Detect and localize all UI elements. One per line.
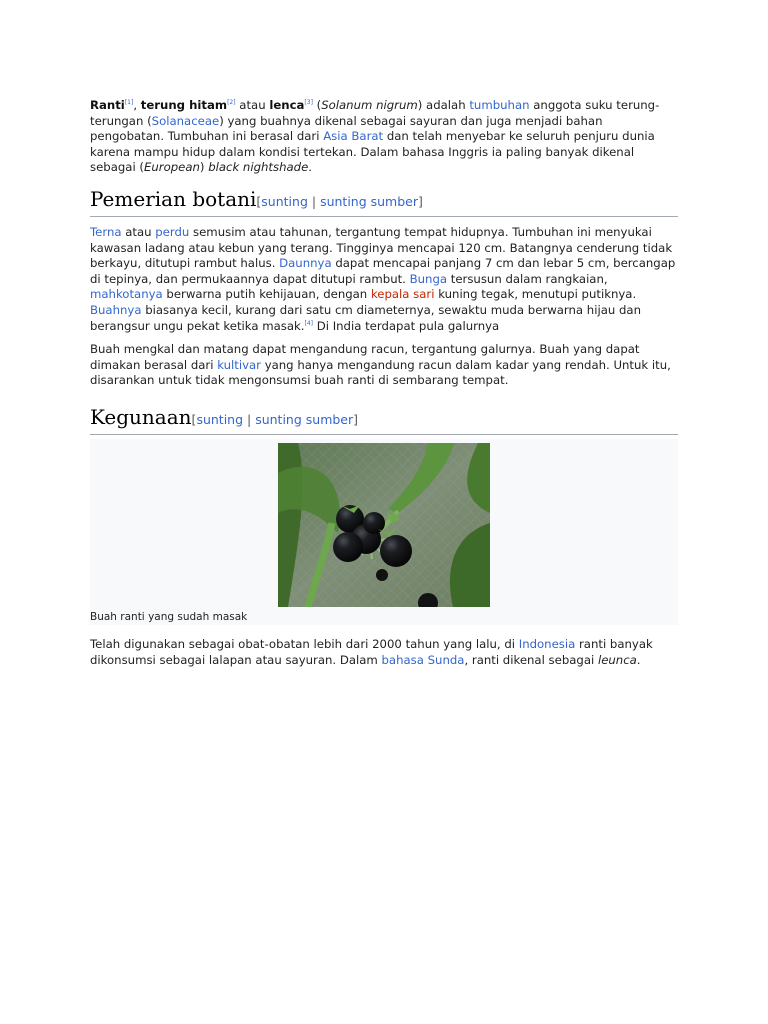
paragraph-toxicity: Buah mengkal dan matang dapat mengandung racun, tergantung galurnya. Buah yang dapat dimakan berasal dari kultivar yang hanya mengandung racun dalam kadar yang rendah. Untuk itu, disarankan untuk tidak mengonsumsi buah ranti di sembarang tempat.	[90, 342, 671, 388]
term-ranti: Ranti	[90, 98, 125, 112]
ref-2[interactable]: [2]	[227, 99, 236, 106]
link-bahasa-sunda[interactable]: bahasa Sunda	[381, 652, 465, 667]
heading-title: Pemerian botani	[90, 186, 257, 211]
heading-pemerian-botani	[90, 185, 678, 217]
term-lenca: lenca	[269, 98, 305, 112]
link-terna[interactable]: Terna	[90, 224, 122, 239]
link-tumbuhan[interactable]: tumbuhan	[469, 98, 530, 112]
solanum-nigrum-berries-photo[interactable]	[278, 443, 490, 607]
edit-section-links: [sunting | sunting sumber]	[256, 193, 423, 209]
link-daunnya[interactable]: Daunnya	[279, 256, 332, 271]
link-perdu[interactable]: perdu	[155, 224, 190, 239]
edit-section-links: [sunting | sunting sumber]	[191, 411, 359, 427]
article-content	[90, 98, 678, 668]
link-buahnya[interactable]: Buahnya	[90, 302, 142, 317]
link-kultivar[interactable]: kultivar	[217, 357, 261, 372]
edit-source-link[interactable]: sunting sumber	[255, 411, 354, 427]
link-solanaceae[interactable]: Solanaceae	[151, 113, 220, 128]
ref-3[interactable]: [3]	[304, 99, 313, 106]
figure-box	[90, 439, 678, 625]
heading-kegunaan	[90, 403, 678, 435]
link-mahkotanya[interactable]: mahkotanya	[90, 287, 163, 302]
term-leunca: leunca	[597, 652, 637, 667]
term-terung-hitam: terung hitam	[140, 98, 228, 112]
edit-link[interactable]: sunting	[261, 193, 308, 209]
ref-1[interactable]: [1]	[124, 99, 134, 106]
edit-source-link[interactable]: sunting sumber	[320, 193, 418, 209]
link-asia-barat[interactable]: Asia Barat	[323, 129, 384, 144]
link-kepala-sari[interactable]: kepala sari	[370, 287, 435, 302]
intro-paragraph: Ranti[1], terung hitam[2] atau lenca[3] (Solanum nigrum) adalah tumbuhan anggota suku terung-terungan (Solanaceae) yang buahnya dikenal sebagai sayuran dan juga menjadi bahan pengobatan. Tumbuhan ini berasal dari Asia Barat dan telah menyebar ke seluruh penjuru dunia karena mampu hidup dalam kondisi tertekan. Dalam bahasa Inggris ia paling banyak dikenal sebagai (European) black nightshade.	[90, 98, 660, 175]
link-indonesia[interactable]: Indonesia	[518, 636, 576, 651]
edit-link[interactable]: sunting	[196, 411, 244, 427]
heading-title: Kegunaan	[90, 404, 192, 429]
paragraph-description: Terna atau perdu semusim atau tahunan, tergantung tempat hidupnya. Tumbuhan ini menyukai kawasan ladang atau kebun yang terang. Tingginya mencapai 120 cm. Batangnya cenderung tidak berkayu, ditutupi rambut halus. Daunnya dapat mencapai panjang 7 cm dan lebar 5 cm, bercangap di tepinya, dan permukaannya dapat ditutupi rambut. Bunga tersusun dalam rangkaian, mahkotanya berwarna putih kehijauan, dengan kepala sari kuning tegak, menutupi putiknya. Buahnya biasanya kecil, kurang dari satu cm diameternya, sewaktu muda berwarna hijau dan berangsur ungu pekat ketika masak.[4] Di India terdapat pula galurnya	[90, 224, 676, 333]
scientific-name: Solanum nigrum	[321, 98, 418, 112]
ref-4[interactable]: [4]	[304, 319, 314, 327]
paragraph-usage: Telah digunakan sebagai obat-obatan lebih dari 2000 tahun yang lalu, di Indonesia ranti banyak dikonsumsi sebagai lalapan atau sayuran. Dalam bahasa Sunda, ranti dikenal sebagai leunca.	[90, 636, 653, 667]
link-bunga[interactable]: Bunga	[409, 271, 448, 286]
figure-caption: Buah ranti yang sudah masak	[90, 610, 248, 623]
